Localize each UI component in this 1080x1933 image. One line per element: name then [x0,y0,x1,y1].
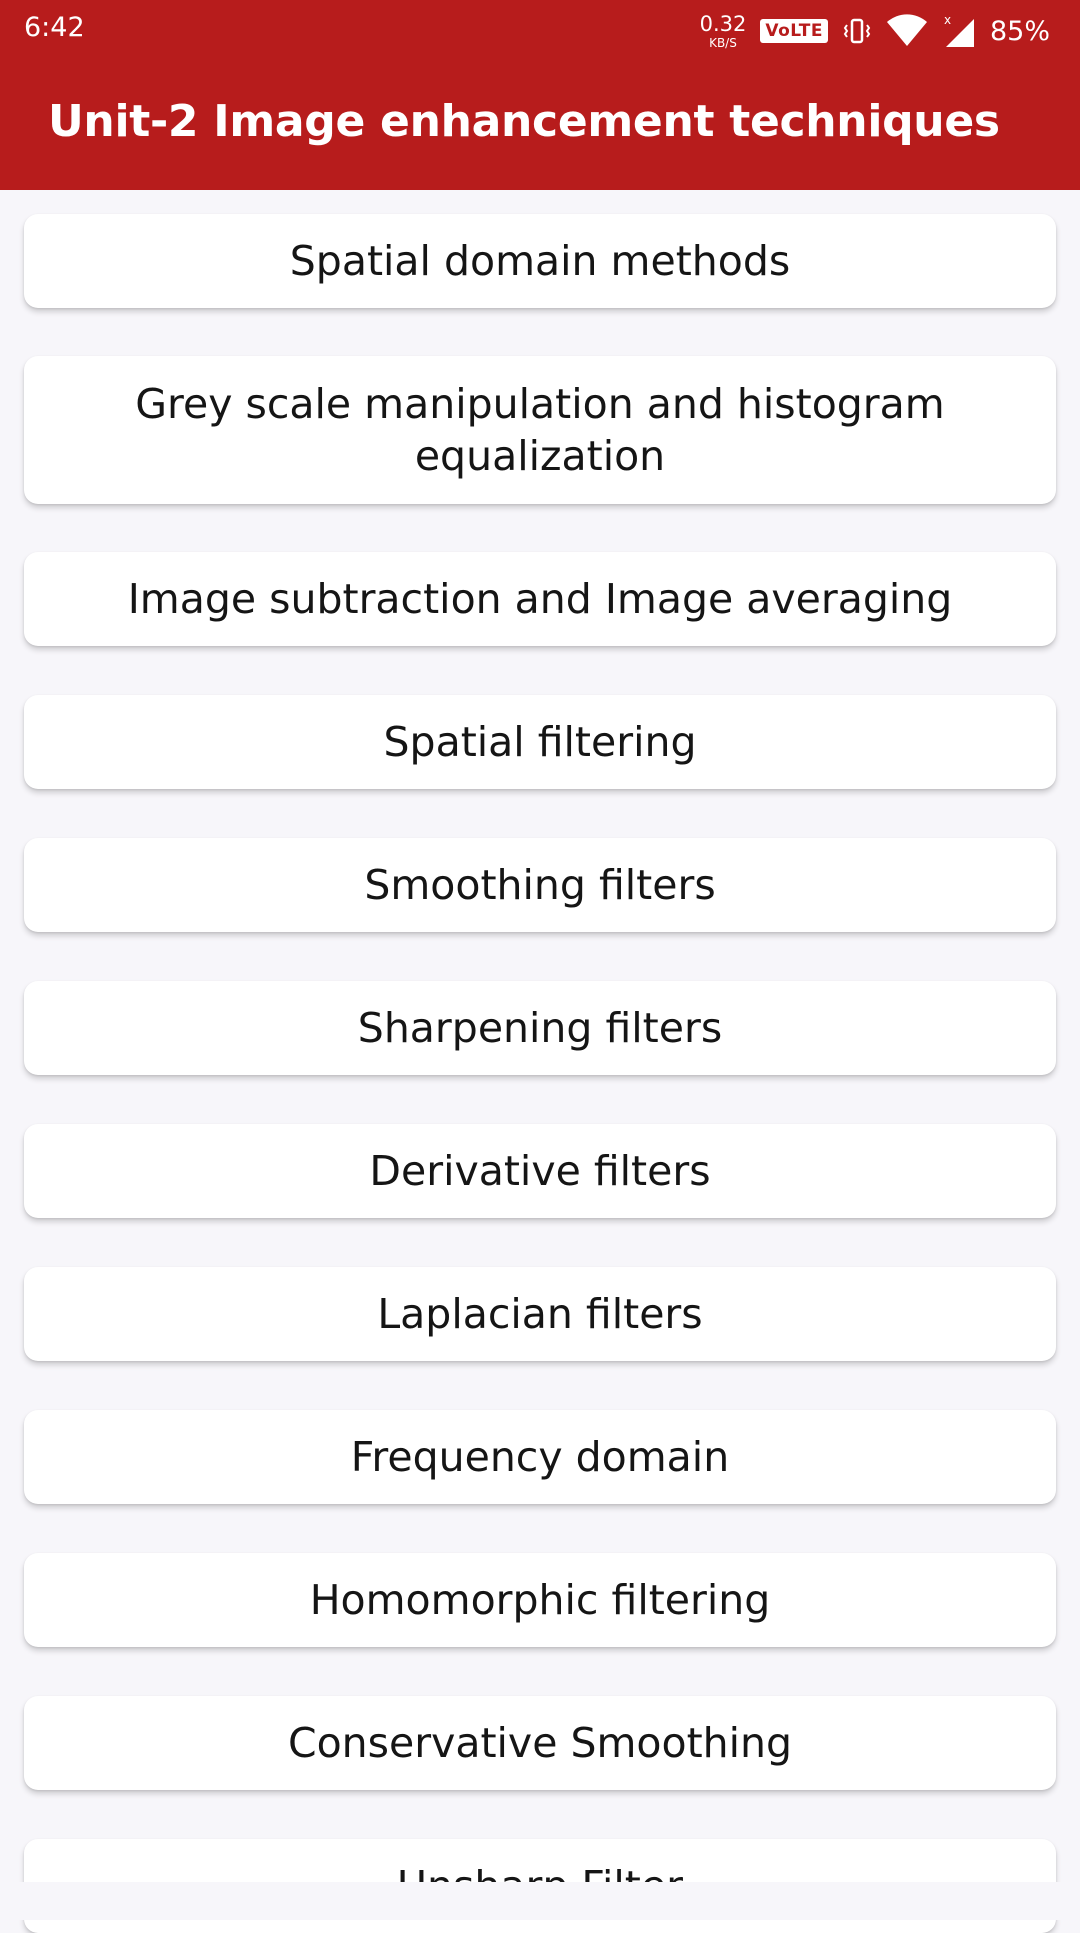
topic-item-homomorphic-filtering[interactable] [24,1553,1056,1647]
topic-item-laplacian-filters[interactable] [24,1267,1056,1361]
page-title: Unit-2 Image enhancement techniques [48,96,1000,147]
status-bar [0,0,1080,60]
topic-label: Image subtraction and Image averaging [127,575,953,623]
clock: 6:42 [24,12,85,43]
volte-icon: VoLTE [760,19,828,43]
topic-item-sharpening-filters[interactable] [24,981,1056,1075]
topic-item-image-subtraction[interactable] [24,552,1056,646]
topic-label: Frequency domain [350,1433,730,1481]
topic-item-grey-scale-manipulation[interactable] [24,356,1056,504]
network-speed [699,11,747,50]
network-speed-unit: KB/S [709,35,737,50]
topic-label: Derivative filters [369,1147,711,1195]
topic-label: Spatial domain methods [289,237,791,285]
topic-label: Smoothing filters [364,861,716,909]
topic-label: Laplacian filters [377,1290,703,1338]
topic-item-smoothing-filters[interactable] [24,838,1056,932]
topic-item-frequency-domain[interactable] [24,1410,1056,1504]
vibrate-icon [842,16,872,46]
topic-label: Spatial filtering [383,718,697,766]
svg-text:x: x [943,13,952,27]
wifi-icon [886,14,928,48]
app-bar [0,60,1080,190]
topic-list[interactable] [0,190,1080,1882]
topic-item-spatial-domain-methods[interactable] [24,214,1056,308]
topic-item-conservative-smoothing[interactable] [24,1696,1056,1790]
network-speed-value: 0.32 [699,11,747,36]
topic-item-derivative-filters[interactable] [24,1124,1056,1218]
topic-label: Grey scale manipulation and histogram equalization [135,380,945,480]
bottom-edge [0,1882,1080,1920]
topic-label: Homomorphic filtering [309,1576,771,1624]
topic-label: Conservative Smoothing [287,1719,793,1767]
status-icons [700,8,1050,54]
topic-item-spatial-filtering[interactable] [24,695,1056,789]
battery-level: 85% [989,15,1050,47]
topic-label: Sharpening filters [357,1004,723,1052]
cellular-signal-icon [942,13,976,49]
